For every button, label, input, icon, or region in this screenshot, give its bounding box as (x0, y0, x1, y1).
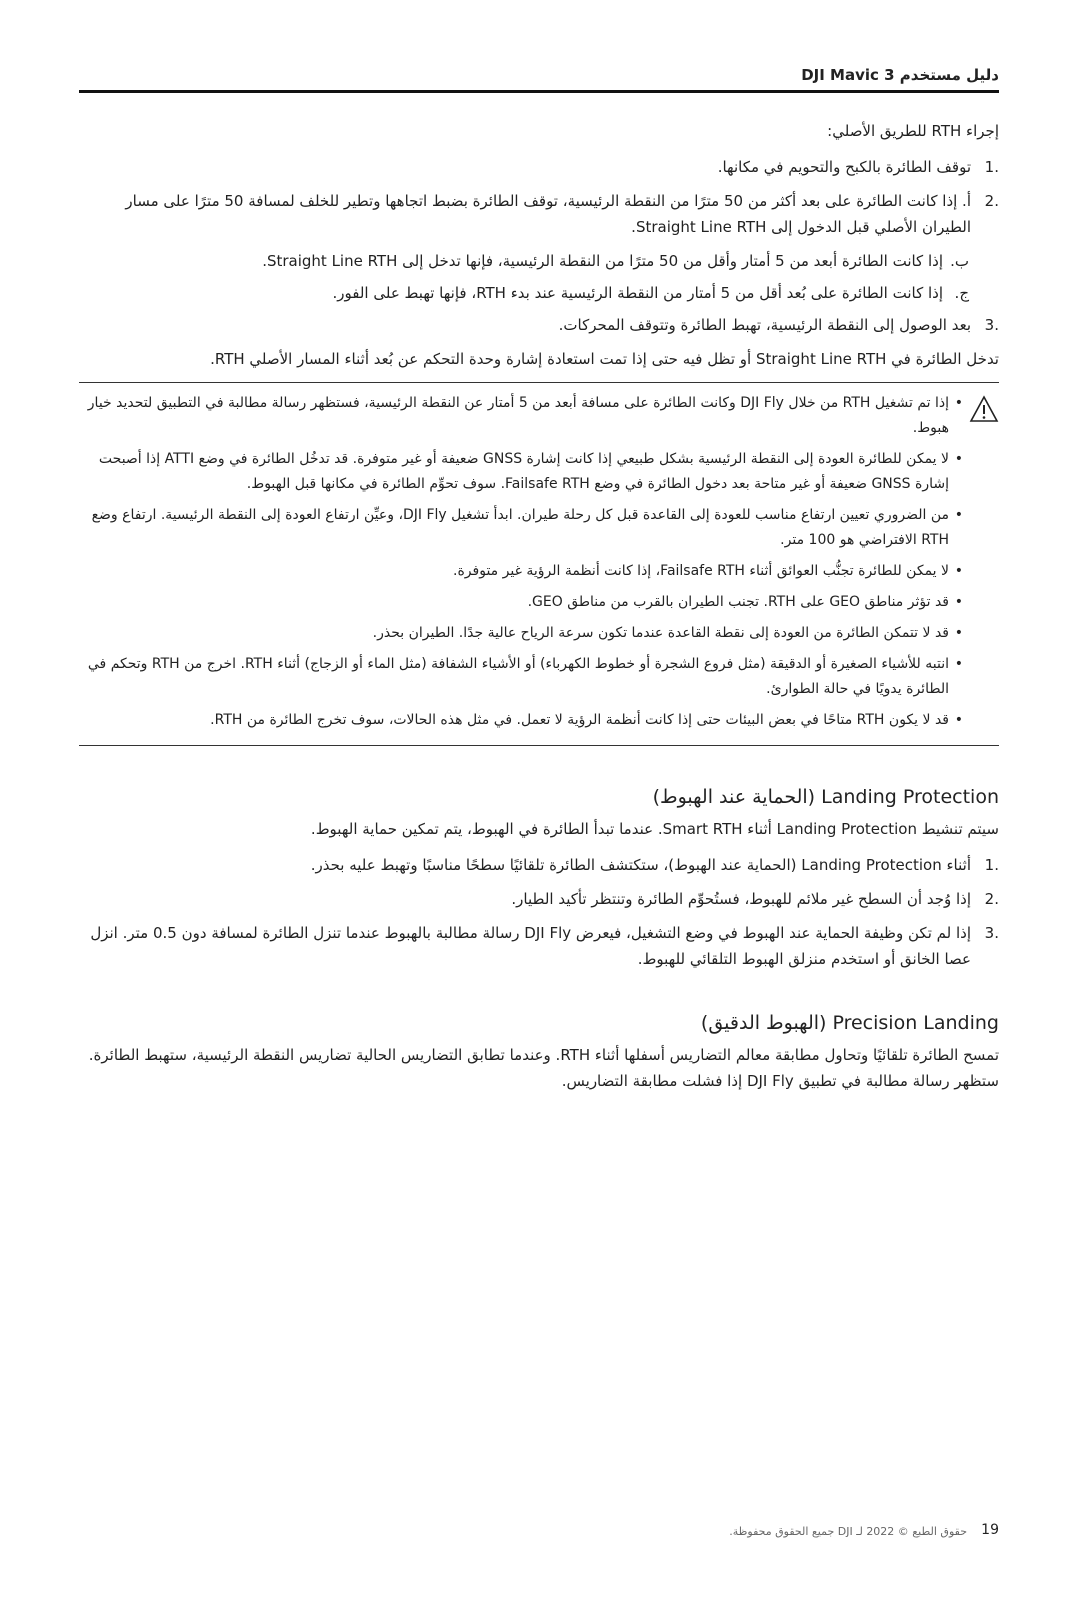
list-text: إذا وُجد أن السطح غير ملائم للهبوط، فستُحوِّم الطائرة وتنتظر تأكيد الطيار. (511, 890, 971, 908)
rth-intro: إجراء RTH للطريق الأصلي: (827, 122, 999, 140)
list-text: توقف الطائرة بالكبح والتحويم في مكانها. (717, 158, 971, 176)
warning-item: • من الضروري تعيين ارتفاع مناسب للعودة إلى القاعدة قبل كل رحلة طيران. ابدأ تشغيل DJI Fly، وعيِّن ارتفاع العودة إلى النقطة الرئيسية. ارتفاع وضع RTH الافتراضي هو 100 متر. (79, 503, 963, 553)
page-content (79, 118, 999, 1104)
warning-list (79, 391, 963, 733)
copyright-text: حقوق الطبع © 2022 لـ DJI جميع الحقوق محفوظة. (729, 1525, 967, 1538)
landing-protection-title: Landing Protection (الحماية عند الهبوط) (652, 786, 999, 808)
page-number: 19 (981, 1522, 999, 1538)
list-number: .3 (984, 924, 999, 942)
warning-item: • قد لا يكون RTH متاحًا في بعض البيئات حتى إذا كانت أنظمة الرؤية لا تعمل. في مثل هذه الحالات، سوف تخرج الطائرة من RTH. (79, 708, 963, 733)
list-number: .1 (984, 856, 999, 874)
sub-list-mark: ب. (950, 252, 969, 270)
warning-item: • قد لا تتمكن الطائرة من العودة إلى نقطة القاعدة عندما تكون سرعة الرياح عالية جدًا. الطيران بحذر. (79, 621, 963, 646)
list-item (79, 852, 999, 878)
warning-item: • إذا تم تشغيل RTH من خلال DJI Fly وكانت الطائرة على مسافة أبعد من 5 أمتار عن النقطة الرئيسية، فستظهر رسالة مطالبة في التطبيق لتحديد خيار هبوط. (79, 391, 963, 441)
list-number: .3 (984, 316, 999, 334)
list-number: .1 (984, 158, 999, 176)
manual-page (79, 0, 999, 1600)
list-item (79, 188, 999, 240)
list-item (79, 920, 999, 972)
sub-list-item (79, 248, 969, 274)
precision-landing-title: Precision Landing (الهبوط الدقيق) (700, 1012, 999, 1034)
precision-landing-text: تمسح الطائرة تلقائيًا وتحاول مطابقة معالم التضاريس أسفلها أثناء RTH. وعندما تطابق التضاريس الحالية تضاريس النقطة الرئيسية، ستهبط الطائرة. ستظهر رسالة مطالبة في تطبيق DJI Fly إذا فشلت مطابقة التضاريس. (88, 1046, 999, 1090)
page-header (79, 62, 999, 93)
landing-protection-intro: سيتم تنشيط Landing Protection أثناء Smart RTH. عندما تبدأ الطائرة في الهبوط، يتم تمكين حماية الهبوط. (310, 820, 999, 838)
warning-item: • انتبه للأشياء الصغيرة أو الدقيقة (مثل فروع الشجرة أو خطوط الكهرباء) أو الأشياء الشفافة (مثل الماء أو الزجاج) أثناء RTH. اخرج من RTH وتحكم في الطائرة يدويًا في حالة الطوارئ. (79, 652, 963, 702)
sub-list-text: إذا كانت الطائرة أبعد من 5 أمتار وأقل من 50 مترًا من النقطة الرئيسية، فإنها تدخل إلى Straight Line RTH. (262, 252, 943, 270)
list-text: أ. إذا كانت الطائرة على بعد أكثر من 50 مترًا من النقطة الرئيسية، توقف الطائرة بضبط اتجاهها وتطير للخلف لمسافة 50 مترًا على مسار الطيران الأصلي قبل الدخول إلى Straight Line RTH. (125, 192, 971, 236)
header-title: دليل مستخدم DJI Mavic 3 (801, 66, 999, 84)
list-number: .2 (984, 192, 999, 210)
list-text: أثناء Landing Protection (الحماية عند الهبوط)، ستكتشف الطائرة تلقائيًا سطحًا مناسبًا وتهبط عليه بحذر. (310, 856, 971, 874)
list-item (79, 154, 999, 180)
list-text: بعد الوصول إلى النقطة الرئيسية، تهبط الطائرة وتتوقف المحركات. (558, 316, 971, 334)
page-footer (79, 1522, 999, 1542)
warning-item: • لا يمكن للطائرة العودة إلى النقطة الرئيسية بشكل طبيعي إذا كانت إشارة GNSS ضعيفة أو غير متوفرة. قد تدخُل الطائرة في وضع ATTI إذا أصبحت إشارة GNSS ضعيفة أو غير متاحة بعد دخول الطائرة في وضع Failsafe RTH. سوف تحوِّم الطائرة في مكانها قبل الهبوط. (79, 447, 963, 497)
sub-list-mark: ج. (954, 284, 969, 302)
warning-icon (969, 395, 999, 423)
warning-box (79, 382, 999, 746)
warning-item: • قد تؤثر مناطق GEO على RTH. تجنب الطيران بالقرب من مناطق GEO. (79, 590, 963, 615)
rth-closing: تدخل الطائرة في Straight Line RTH أو تظل فيه حتى إذا تمت استعادة إشارة وحدة التحكم عن بُعد أثناء المسار الأصلي RTH. (210, 350, 999, 368)
sub-list-text: إذا كانت الطائرة على بُعد أقل من 5 أمتار من النقطة الرئيسية عند بدء RTH، فإنها تهبط على الفور. (332, 284, 943, 302)
list-item (79, 886, 999, 912)
sub-list-item (79, 280, 969, 306)
list-number: .2 (984, 890, 999, 908)
warning-item: • لا يمكن للطائرة تجنُّب العوائق أثناء Failsafe RTH، إذا كانت أنظمة الرؤية غير متوفرة. (79, 559, 963, 584)
list-item (79, 312, 999, 338)
list-text: إذا لم تكن وظيفة الحماية عند الهبوط في وضع التشغيل، فيعرض DJI Fly رسالة مطالبة بالهبوط عندما تنزل الطائرة لمسافة دون 0.5 متر. انزل عصا الخانق أو استخدم منزلق الهبوط التلقائي للهبوط. (90, 924, 971, 968)
